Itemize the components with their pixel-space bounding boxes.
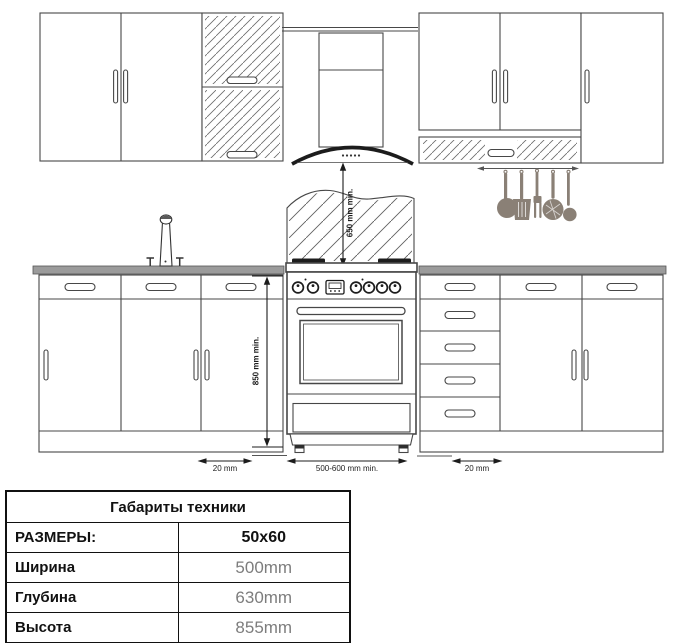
height-value: 855mm xyxy=(178,613,350,643)
oven-window xyxy=(300,321,402,384)
wall-cabinet-right xyxy=(419,13,581,130)
hood-buttons xyxy=(342,154,360,156)
cooker xyxy=(286,259,417,453)
gap-right-label: 20 mm xyxy=(464,464,490,473)
table-row-sizes xyxy=(6,523,350,553)
dimension-gap-left xyxy=(198,456,288,474)
base-cabinet-right xyxy=(419,266,666,452)
cooker-feet xyxy=(295,445,408,453)
burner-knob xyxy=(377,282,388,293)
drawer-handle xyxy=(445,312,475,319)
drawer-handle xyxy=(526,284,556,291)
wall-cabinet-left xyxy=(40,13,202,161)
table-row-width xyxy=(6,553,350,583)
door-handle xyxy=(492,70,496,103)
burner-knob xyxy=(308,282,319,293)
width-value: 500mm xyxy=(178,553,350,583)
door-handle xyxy=(584,350,588,380)
depth-label: Глубина xyxy=(6,583,178,613)
niche-width-label: 500-600 mm min. xyxy=(315,464,379,473)
storage-drawer xyxy=(290,404,413,446)
cooktop xyxy=(286,263,417,272)
oven-display xyxy=(326,281,344,295)
table-row-height xyxy=(6,613,350,643)
panel-handle xyxy=(488,150,514,157)
hood-clearance-label: 650 mm min. xyxy=(345,188,355,238)
burner-knob xyxy=(351,282,362,293)
glass-hatch xyxy=(205,16,280,84)
drawer-handle xyxy=(445,410,475,417)
gap-left-label: 20 mm xyxy=(212,464,238,473)
wall-cabinet-far-right xyxy=(581,13,663,163)
door-handle xyxy=(205,350,209,380)
size-label: РАЗМЕРЫ: xyxy=(6,523,178,553)
drawer-handle xyxy=(607,284,637,291)
size-value: 50x60 xyxy=(178,523,350,553)
drawer-handle xyxy=(445,284,475,291)
dimension-niche-width xyxy=(287,458,408,473)
door-handle xyxy=(44,350,48,380)
countertop-left xyxy=(33,266,284,274)
door-handle xyxy=(504,70,508,103)
door-handle xyxy=(194,350,198,380)
height-label: Высота xyxy=(6,613,178,643)
oven-door xyxy=(287,308,416,395)
faucet xyxy=(147,215,184,266)
burner-knob xyxy=(364,282,375,293)
dimension-gap-right xyxy=(417,456,503,473)
dimensions-table xyxy=(5,490,351,643)
worktop-height-label: 850 mm min. xyxy=(251,336,261,386)
table-title: Габариты техники xyxy=(6,491,350,523)
burner-knob xyxy=(293,282,304,293)
spatula-icon xyxy=(513,170,531,220)
glass-hatch xyxy=(517,140,577,160)
door-handle xyxy=(114,70,118,103)
skimmer-icon xyxy=(543,170,564,220)
ladle-icon xyxy=(497,170,517,218)
burner-knob xyxy=(390,282,401,293)
drawer-handle xyxy=(445,377,475,384)
door-handle xyxy=(124,70,128,103)
door-handle xyxy=(585,70,589,103)
cooker-hood xyxy=(282,28,418,165)
countertop-right xyxy=(419,266,666,274)
drawer-handle xyxy=(445,344,475,351)
drawer-handle xyxy=(146,284,176,291)
utensil-rail xyxy=(477,166,579,170)
door-handle xyxy=(227,77,257,84)
hood-canopy xyxy=(292,148,413,165)
base-cabinet-left xyxy=(33,215,284,452)
drawer-handle xyxy=(65,284,95,291)
hanging-utensils xyxy=(497,169,577,221)
glass-hatch xyxy=(205,90,280,158)
hood-chimney xyxy=(319,33,383,147)
width-label: Ширина xyxy=(6,553,178,583)
small-ladle-icon xyxy=(563,170,577,221)
wall-cabinet-glass xyxy=(202,13,283,161)
drawer-handle xyxy=(226,284,256,291)
glass-display-panel xyxy=(419,137,581,163)
door-handle xyxy=(572,350,576,380)
oven-door-handle xyxy=(297,308,405,315)
depth-value: 630mm xyxy=(178,583,350,613)
fork-icon xyxy=(534,169,542,218)
table-row-depth xyxy=(6,583,350,613)
glass-hatch xyxy=(423,140,485,160)
door-handle xyxy=(227,152,257,159)
